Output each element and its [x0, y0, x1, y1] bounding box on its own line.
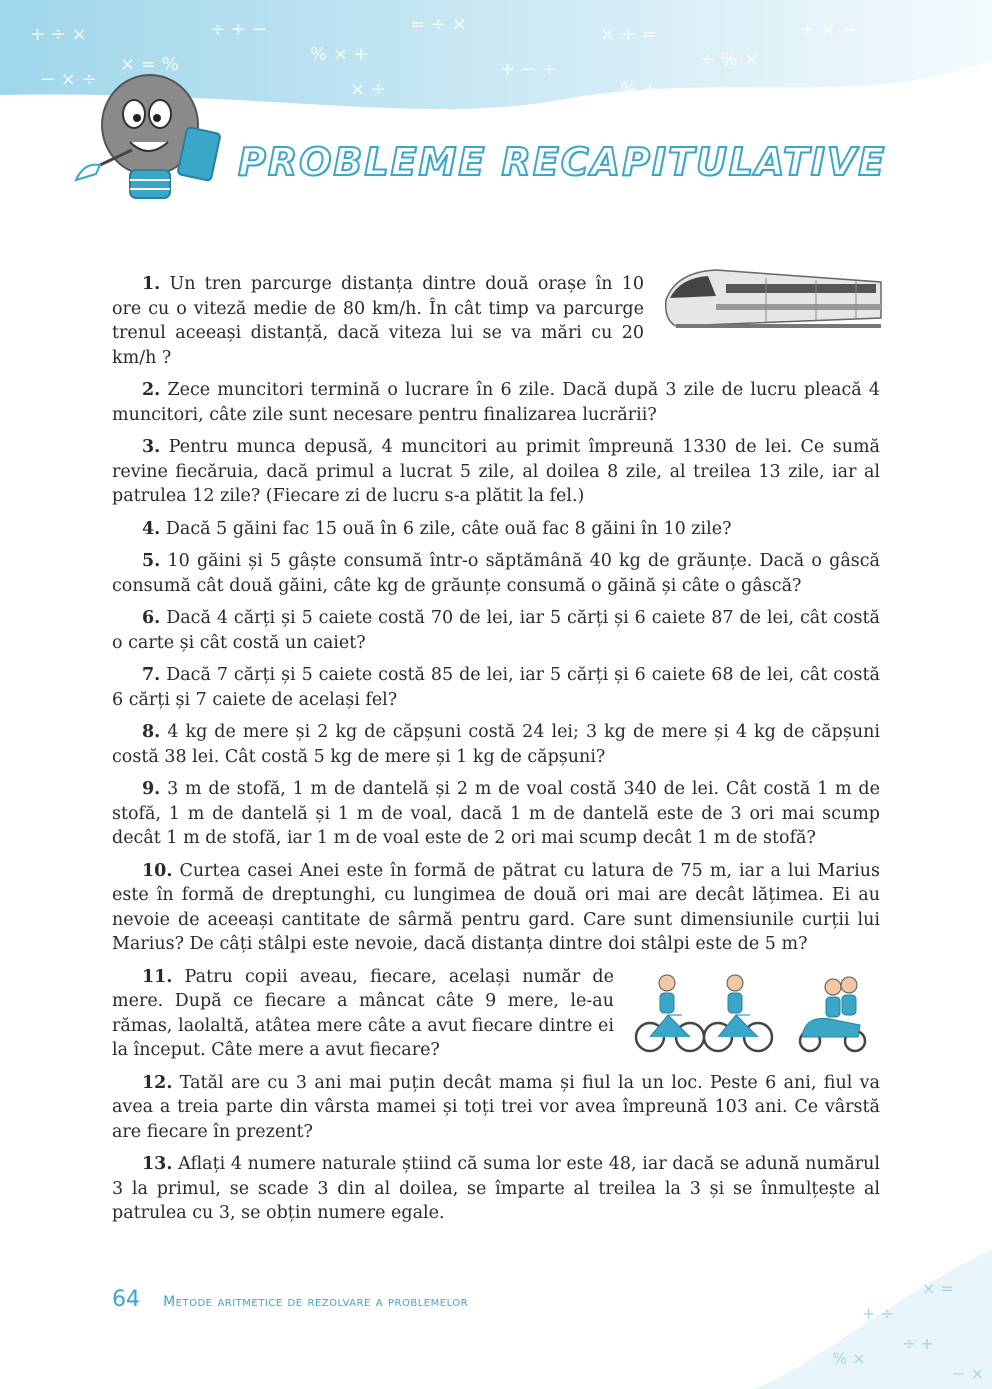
problem-text: 10 găini și 5 gâște consumă într-o săptămână 40 kg de grăunțe. Dacă o gâscă consumă cât două găini, câte kg de grăunțe consumă o găină și câte o gâscă? [112, 551, 880, 596]
svg-text:− ×: − × [952, 1364, 984, 1383]
problem-number: 12. [142, 1072, 173, 1093]
problem-6 [112, 606, 880, 655]
problem-7 [112, 663, 880, 712]
lightbulb-mascot-icon [70, 70, 240, 230]
problem-number: 5. [142, 551, 161, 571]
problem-number: 2. [142, 380, 161, 400]
problem-4 [112, 517, 880, 542]
problem-13 [112, 1152, 880, 1226]
problem-number: 7. [142, 665, 161, 685]
problem-number: 10. [142, 860, 173, 881]
problem-number: 9. [142, 779, 161, 799]
svg-text:÷ +: ÷ + [902, 1334, 934, 1353]
problem-number: 3. [142, 437, 161, 457]
page-number: 64 [112, 1287, 140, 1312]
problem-text: Pentru munca depusă, 4 muncitori au primit împreună 1330 de lei. Ce sumă revine fiecăruia, dacă primul a lucrat 5 zile, al doilea 8 zile, al treilea 13 zile, iar al patrulea 12 zile? (Fiecare zi de lucru s-a plătit la fel.) [112, 437, 880, 506]
train-illustration-icon [656, 260, 888, 340]
problem-text: 4 kg de mere și 2 kg de căpșuni costă 24 lei; 3 kg de mere și 4 kg de căpșuni costă 38 lei. Cât costă 5 kg de mere și 1 kg de căpșuni? [112, 722, 880, 767]
problem-2 [112, 378, 880, 427]
svg-text:− × ÷: − × ÷ [40, 69, 97, 90]
problem-10 [112, 859, 880, 957]
problem-text: Tatăl are cu 3 ani mai puțin decât mama și fiul la un loc. Peste 6 ani, fiul va avea a treia parte din vârsta mamei și toți trei vor avea împreună 103 ani. Ce vârstă are fiecare în prezent? [112, 1072, 880, 1142]
svg-text:÷ % ×: ÷ % × [700, 49, 759, 70]
problem-5 [112, 549, 880, 598]
footer-title: Metode aritmetice de rezolvare a problemelor [163, 1294, 469, 1310]
corner-decoration-icon [752, 1249, 992, 1389]
svg-text:× =: × = [922, 1279, 954, 1298]
problem-text: Un tren parcurge distanța dintre două orașe în 10 ore cu o viteză medie de 80 km/h. În cât timp va parcurge trenul aceeași distanță, dacă viteza lui se va mări cu 20 km/h ? [112, 274, 644, 368]
page-footer [112, 1287, 468, 1312]
problem-number: 8. [142, 722, 161, 742]
svg-text:× = %: × = % [120, 54, 179, 75]
problem-number: 13. [142, 1154, 173, 1174]
problem-text: Aflați 4 numere naturale știind că suma lor este 48, iar dacă se adună numărul 3 la primul, se scade 3 din al doilea, se împarte al treilea la 3 și se înmulțește al patrulea cu 3, se obțin numere egale. [112, 1154, 880, 1223]
problem-number: 1. [142, 274, 161, 294]
children-bikes-illustration-icon [630, 965, 880, 1055]
problem-text: Dacă 4 cărți și 5 caiete costă 70 de lei, iar 5 cărți și 6 caiete 87 de lei, cât costă o carte și cât costă un caiet? [112, 608, 880, 653]
problem-text: 3 m de stofă, 1 m de dantelă și 2 m de voal costă 340 de lei. Cât costă 1 m de stofă, 1 m de dantelă și 1 m de voal, dacă 1 m de dantelă este de 3 ori mai scump decât 1 m de stofă, iar 1 m de voal este de 2 ori mai scump decât 1 m de stofă? [112, 779, 880, 848]
problem-1 [112, 272, 880, 370]
page-title: PROBLEME RECAPITULATIVE [238, 140, 887, 184]
svg-text:% × +: % × + [310, 44, 369, 65]
problem-9 [112, 777, 880, 851]
problem-list [112, 272, 880, 1234]
problem-11 [112, 965, 880, 1063]
problem-8 [112, 720, 880, 769]
svg-text:= ÷ ×: = ÷ × [410, 14, 467, 35]
problem-number: 4. [142, 518, 161, 539]
problem-text: Dacă 5 găini fac 15 ouă în 6 zile, câte ouă fac 8 găini în 10 zile? [165, 518, 732, 539]
svg-text:% ×: % × [832, 1349, 866, 1368]
svg-text:% +: % + [620, 79, 658, 100]
svg-text:+ × −: + × − [800, 19, 857, 40]
problem-number: 6. [142, 608, 161, 628]
svg-text:+ ÷ ×: + ÷ × [30, 24, 87, 45]
svg-text:+ ÷: + ÷ [862, 1304, 894, 1323]
problem-number: 11. [142, 966, 173, 987]
problem-text: Curtea casei Anei este în formă de pătrat cu latura de 75 m, iar a lui Marius este în formă de dreptunghi, cu lungimea de două ori mai are decât lățimea. Ei au nevoie de aceeași cantitate de sârmă pentru gard. Care sunt dimensiunile curții lui Marius? De câți stâlpi este nevoie, dacă distanța dintre doi stâlpi este de 5 m? [112, 860, 880, 954]
svg-text:× ÷: × ÷ [350, 79, 386, 100]
svg-text:× + =: × + = [600, 24, 657, 45]
problem-text: Dacă 7 cărți și 5 caiete costă 85 de lei, iar 5 cărți și 6 caiete 68 de lei, cât costă 6 cărți și 7 caiete de același fel? [112, 665, 880, 710]
svg-text:+ − ÷: + − ÷ [500, 59, 557, 80]
problem-12 [112, 1071, 880, 1145]
problem-text: Zece muncitori termină o lucrare în 6 zile. Dacă după 3 zile de lucru pleacă 4 muncitori, câte zile sunt necesare pentru finalizarea lucrării? [112, 380, 880, 425]
svg-text:÷ + −: ÷ + − [210, 19, 267, 40]
problem-text: Patru copii aveau, fiecare, același număr de mere. După ce fiecare a mâncat câte 9 mere, le-au rămas, laolaltă, atâtea mere câte a avut fiecare dintre ei la început. Câte mere a avut fiecare? [112, 966, 614, 1060]
problem-3 [112, 435, 880, 509]
